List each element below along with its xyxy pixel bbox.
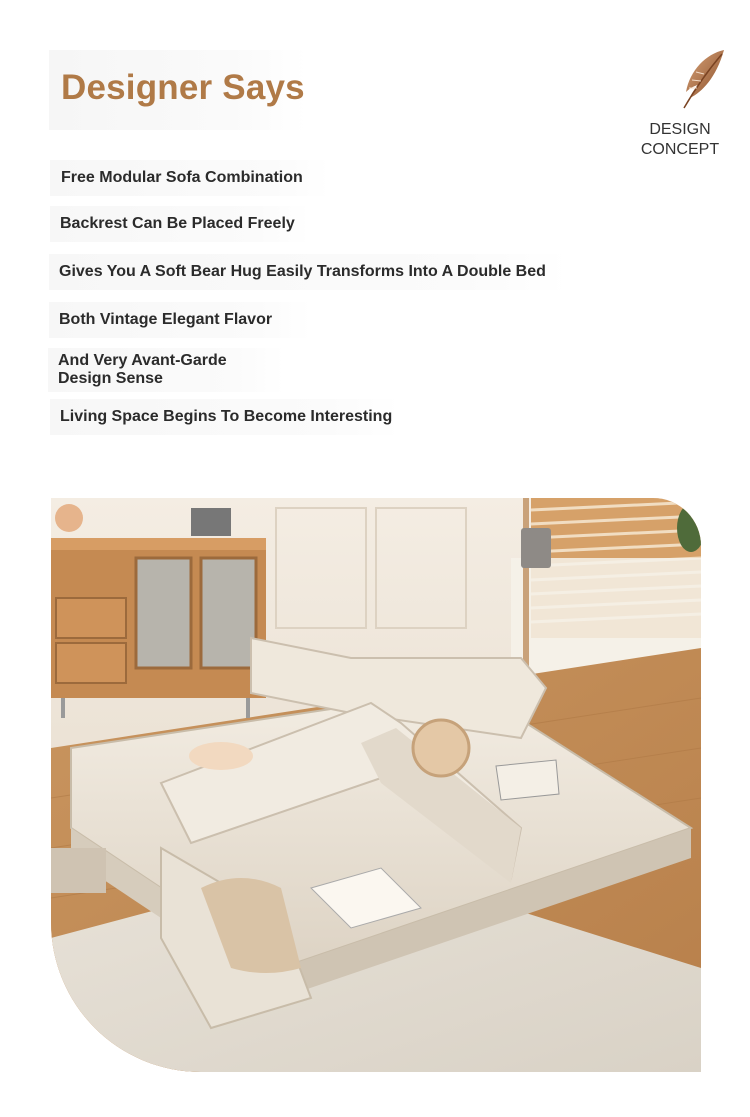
feature-text: Both Vintage Elegant Flavor — [59, 311, 273, 328]
feature-line-1 — [50, 160, 330, 196]
book-stack — [51, 848, 106, 893]
feature-line-4 — [49, 302, 311, 338]
feature-text: Backrest Can Be Placed Freely — [60, 215, 295, 232]
page-title: Designer Says — [61, 68, 305, 107]
product-photo — [51, 498, 701, 1072]
feature-line-6 — [50, 399, 400, 435]
feature-line-3 — [49, 254, 569, 290]
badge-label — [628, 120, 732, 160]
badge-line-design: DESIGN — [649, 121, 711, 138]
feature-text: Free Modular Sofa Combination — [61, 169, 303, 186]
feature-text: Living Space Begins To Become Interesting — [60, 408, 393, 425]
heading-block — [49, 50, 307, 130]
design-concept-badge — [628, 48, 732, 160]
feature-line-2 — [50, 206, 310, 242]
feature-text: Gives You A Soft Bear Hug Easily Transforms Into A Double Bed — [59, 263, 546, 280]
feature-line-5 — [48, 348, 284, 392]
badge-line-concept: CONCEPT — [640, 141, 720, 158]
feature-text: And Very Avant-Garde Design Sense — [58, 352, 227, 387]
feather-quill-icon — [676, 48, 732, 114]
